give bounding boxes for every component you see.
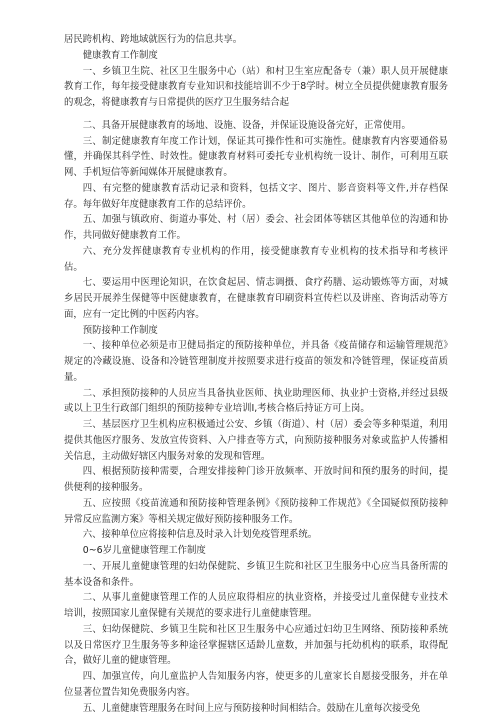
document-paragraph: 二、从事儿童健康管理工作的人员应取得相应的执业资格，并接受过儿童保健专业技术培训，按照国家儿童保健有关规范的要求进行儿童健康管理。 [64, 590, 448, 622]
document-paragraph: 三、制定健康教育年度工作计划，保证其可操作性和可实施性。健康教育内容要通俗易懂，并确保其科学性、时效性。健康教育材料可委托专业机构统一设计、制作，可利用互联网、手机短信等新闻媒体开展健康教育。 [64, 134, 448, 181]
document-body [64, 32, 448, 716]
document-paragraph: 五、儿童健康管理服务在时间上应与预防接种时间相结合。鼓励在儿童每次接受免 [64, 701, 448, 716]
document-paragraph: 六、充分发挥健康教育专业机构的作用，接受健康教育专业机构的技术指导和考核评估。 [64, 244, 448, 276]
document-paragraph: 四、加强宣传，向儿童监护人告知服务内容，使更多的儿童家长自愿接受服务，并在单位显著位置告知免费服务内容。 [64, 669, 448, 701]
document-paragraph: 五、加强与镇政府、街道办事处、村（居）委会、社会团体等辖区其他单位的沟通和协作，共同做好健康教育工作。 [64, 212, 448, 244]
document-paragraph: 一、乡镇卫生院、社区卫生服务中心（站）和村卫生室应配备专（兼）职人员开展健康教育工作，每年接受健康教育专业知识和技能培训不少于8学时。树立全员提供健康教育服务的观念，将健康教育与日常提供的医疗卫生服务结合起 [64, 64, 448, 111]
document-paragraph: 一、接种单位必须是市卫健局指定的预防接种单位，并具备《疫苗储存和运输管理规范》规定的冷藏设施、设备和冷链管理制度并按照要求进行疫苗的领发和冷链管理，保证疫苗质量。 [64, 338, 448, 385]
document-paragraph: 预防接种工作制度 [64, 323, 448, 339]
document-paragraph: 居民跨机构、跨地域就医行为的信息共享。 [64, 32, 448, 48]
document-paragraph: 二、承担预防接种的人员应当具备执业医师、执业助理医师、执业护士资格,并经过县级或以上卫生行政部门组织的预防接种专业培训I,考核合格后持证方可上岗。 [64, 386, 448, 418]
document-paragraph: 四、根据预防接种需要，合理安排接种门诊开放频率、开放时间和预约服务的时间，提供便利的接种服务。 [64, 464, 448, 496]
document-paragraph: 七、要运用中医理论知识，在饮食起居、情志调摄、食疗药膳、运动锻炼等方面，对城乡居民开展养生保健等中医健康教育，在健康教育印刷资料宣传栏以及讲座、咨询活动等方面，应有一定比例的中医药内容。 [64, 275, 448, 322]
document-paragraph: 二、具备开展健康教育的场地、设施、设备，并保证设施设备完好，正常使用。 [64, 118, 448, 134]
document-paragraph: 0~6岁儿童健康管理工作制度 [64, 543, 448, 559]
document-paragraph: 四、有完整的健康教育活动记录和资料，包括文字、图片、影音资料等文件,并存档保存。每年做好年度健康教育工作的总结评价。 [64, 181, 448, 213]
document-paragraph: 一、开展儿童健康管理的妇幼保健院、乡镇卫生院和社区卫生服务中心应当具备所需的基本设备和条件。 [64, 559, 448, 591]
document-paragraph: 三、妇幼保健院、乡镇卫生院和社区卫生服务中心应通过妇幼卫生网络、预防接种系统以及日常医疗卫生服务等多种途径掌握辖区适龄儿童数，并加强与托幼机构的联系，取得配合，做好儿童的健康管理。 [64, 622, 448, 669]
document-paragraph: 健康教育工作制度 [64, 48, 448, 64]
document-paragraph: 三、基层医疗卫生机构应积极通过公安、乡镇（街道）、村（居）委会等多种渠道，利用提供其他医疗服务、发放宣传资料、入户排查等方式，向预防接种服务对象或监护人传播相关信息，主动做好辖区内服务对象的发现和管理。 [64, 417, 448, 464]
document-paragraph: 六、接种单位应将接种信息及时录入计划免疫管理系统。 [64, 527, 448, 543]
document-paragraph: 五、应按照《疫苗流通和预防接种管理条例》《预防接种工作规范》《全国疑似预防接种异常反应监测方案》等相关规定做好预防接种服务工作。 [64, 496, 448, 528]
